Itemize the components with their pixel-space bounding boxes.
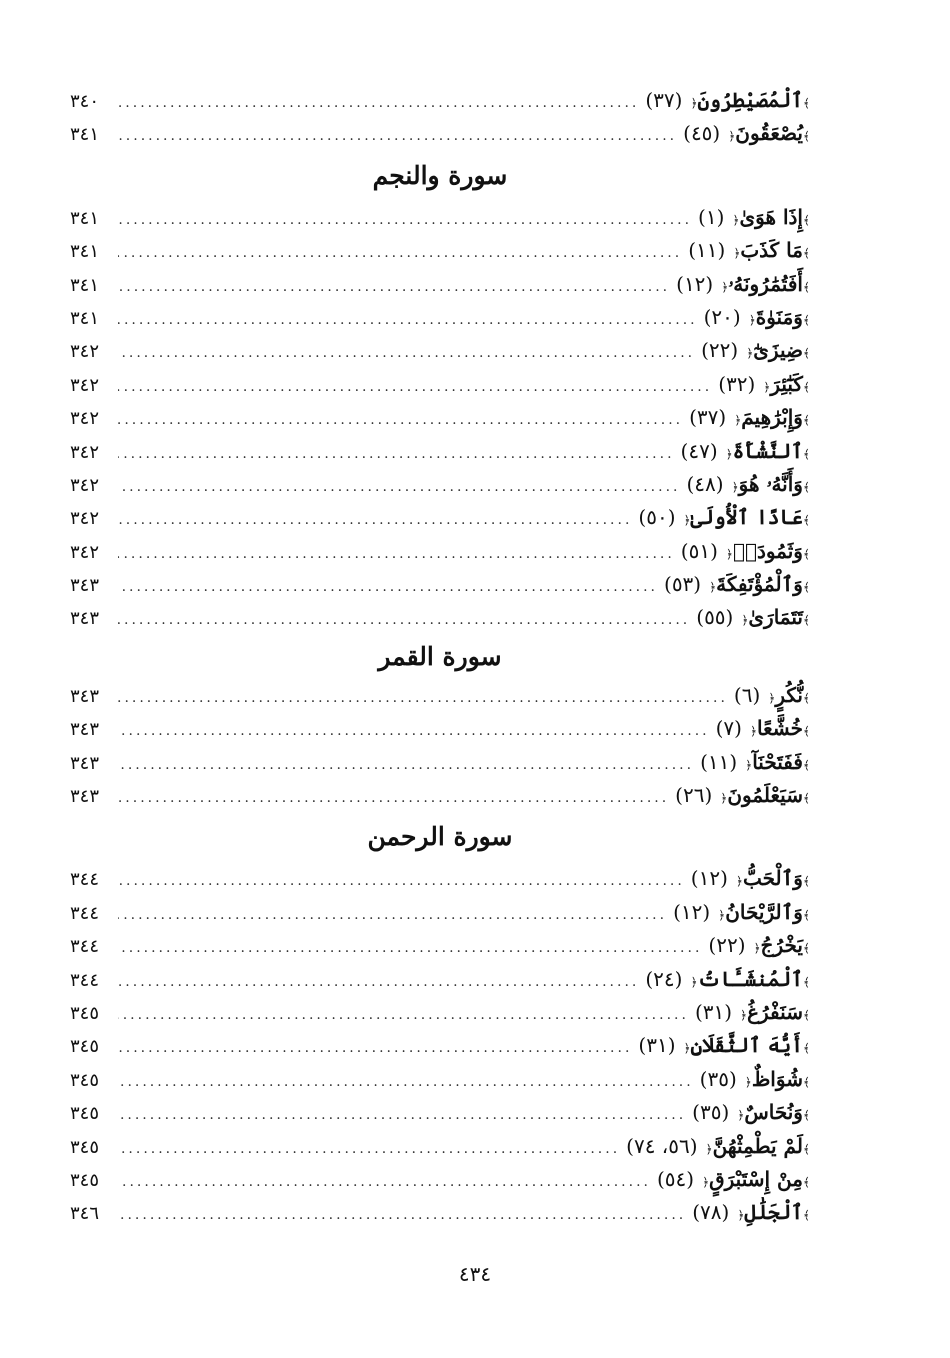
ornate-bracket-close-icon: ﴿	[741, 613, 749, 628]
index-entry	[70, 84, 810, 117]
quran-word: ٱلْجَلَٰلِ	[744, 1200, 803, 1225]
dot-leader	[118, 899, 667, 932]
dot-leader	[118, 237, 682, 270]
ayah-number: (٧)	[715, 716, 742, 741]
ornate-bracket-close-icon: ﴿	[768, 690, 776, 705]
ornate-bracket-open-icon: ﴾	[802, 974, 810, 989]
ornate-bracket-close-icon: ﴿	[733, 246, 741, 261]
ornate-bracket-close-icon: ﴿	[732, 212, 740, 227]
dot-leader	[118, 999, 689, 1032]
index-entry	[70, 996, 810, 1029]
ayah-number: (٣٥)	[692, 1100, 730, 1125]
page-reference: ٣٤٢	[70, 541, 100, 563]
dot-leader	[118, 120, 677, 153]
page-reference: ٣٤٣	[70, 575, 100, 597]
ornate-bracket-open-icon: ﴾	[802, 279, 810, 294]
ornate-bracket-open-icon: ﴾	[802, 312, 810, 327]
page-reference: ٣٤٤	[70, 869, 100, 891]
index-entry	[70, 1163, 810, 1196]
ornate-bracket-open-icon: ﴾	[802, 379, 810, 394]
ayah-number: (١١)	[700, 749, 738, 774]
quran-word: أَيُّهَ ٱلثَّقَلَانِ	[690, 1033, 803, 1058]
ornate-bracket-open-icon: ﴾	[802, 96, 810, 110]
dot-leader	[118, 438, 675, 471]
dot-leader	[118, 865, 685, 898]
ornate-bracket-close-icon: ﴿	[725, 446, 733, 461]
ornate-bracket-close-icon: ﴿	[705, 1141, 713, 1156]
ornate-bracket-open-icon: ﴾	[802, 212, 810, 227]
ornate-bracket-open-icon: ﴾	[802, 129, 810, 144]
ayah-number: (٥٤)	[656, 1166, 695, 1191]
quran-word: تَتَمَارَىٰ	[748, 605, 803, 630]
quran-word: وَمَنَوٰةَ	[755, 304, 803, 329]
ayah-number: (٥٣)	[664, 572, 702, 597]
ornate-bracket-close-icon: ﴿	[718, 907, 726, 922]
ayah-number: (٣١)	[638, 1033, 676, 1058]
ornate-bracket-close-icon: ﴿	[690, 96, 698, 110]
dot-leader	[118, 538, 675, 571]
quran-word: كَبَٰٓئِرَ	[770, 371, 803, 396]
dot-leader	[118, 271, 670, 304]
index-entry	[70, 862, 810, 895]
ornate-bracket-close-icon: ﴿	[731, 479, 739, 494]
index-entry	[70, 334, 810, 367]
dot-leader	[118, 504, 632, 537]
quran-word: وَٱلْحَبُّ	[742, 866, 803, 891]
surah-heading: سورة القمر	[378, 641, 502, 671]
ornate-bracket-open-icon: ﴾	[802, 874, 810, 889]
ornate-bracket-open-icon: ﴾	[802, 513, 810, 528]
page-reference: ٣٤١	[70, 307, 100, 329]
ornate-bracket-close-icon: ﴿	[690, 974, 698, 989]
ornate-bracket-close-icon: ﴿	[740, 1007, 748, 1022]
ayah-number: (٥٠)	[638, 505, 676, 530]
quran-word: سَيَعْلَمُونَ	[727, 783, 803, 808]
ayah-number: (٢٦)	[675, 783, 713, 808]
ayah-number: (٣٥)	[699, 1066, 737, 1091]
index-entry	[70, 401, 810, 434]
page-reference: ٣٤٢	[70, 341, 100, 363]
index-entry	[70, 368, 810, 401]
ayah-number: (٤٥)	[683, 121, 721, 146]
quran-word: إِذَا هَوَىٰ	[739, 204, 803, 229]
quran-word: ضِيزَىٰٓ	[753, 338, 803, 363]
ornate-bracket-open-icon: ﴾	[802, 413, 810, 428]
index-entry	[70, 201, 810, 234]
quran-word: وَثَمُودَا۟	[732, 538, 803, 563]
index-entry	[70, 679, 810, 712]
ornate-bracket-open-icon: ﴾	[802, 1041, 810, 1056]
ayah-number: (٢٢)	[701, 338, 739, 363]
ornate-bracket-close-icon: ﴿	[728, 129, 736, 144]
quran-word: سَنَفْرُغُ	[747, 999, 803, 1024]
index-entry	[70, 929, 810, 962]
index-entry	[70, 779, 810, 812]
quran-word: نُّكُرٍ	[775, 682, 803, 707]
dot-leader	[118, 715, 710, 748]
index-entry	[70, 1096, 810, 1129]
page-reference: ٣٤٣	[70, 752, 100, 774]
ornate-bracket-open-icon: ﴾	[802, 580, 810, 595]
ornate-bracket-close-icon: ﴿	[709, 580, 717, 595]
page-reference: ٣٤٣	[70, 786, 100, 808]
quran-word: يَخْرُجُ	[760, 933, 803, 958]
ornate-bracket-close-icon: ﴿	[721, 279, 729, 294]
page-reference: ٣٤١	[70, 274, 100, 296]
ayah-number: (١٢)	[676, 271, 714, 296]
quran-word: وَنُحَاسٌ	[744, 1100, 803, 1125]
ornate-bracket-open-icon: ﴾	[802, 724, 810, 739]
ayah-number: (٣٧)	[689, 405, 727, 430]
page-reference: ٣٤٠	[70, 91, 100, 112]
ayah-number: (٢٠)	[703, 304, 741, 329]
ayah-number: (٥١)	[680, 538, 718, 563]
index-entry	[70, 601, 810, 634]
index-entry	[70, 712, 810, 745]
quran-word: خُشَّعًا	[757, 716, 803, 741]
page-reference: ٣٤٢	[70, 408, 100, 430]
ornate-bracket-open-icon: ﴾	[802, 546, 810, 561]
dot-leader	[118, 1032, 632, 1065]
page-reference: ٣٤٢	[70, 441, 100, 463]
ornate-bracket-close-icon: ﴿	[734, 413, 742, 428]
index-entry	[70, 746, 810, 779]
ornate-bracket-open-icon: ﴾	[802, 757, 810, 772]
ayah-number: (٥٥)	[696, 605, 734, 630]
ornate-bracket-open-icon: ﴾	[802, 1074, 810, 1089]
quran-word: ٱلْمُصَيْطِرُونَ	[697, 88, 803, 112]
dot-leader	[118, 371, 712, 404]
ornate-bracket-open-icon: ﴾	[802, 941, 810, 956]
ornate-bracket-close-icon: ﴿	[737, 1108, 745, 1123]
ornate-bracket-close-icon: ﴿	[746, 346, 754, 361]
index-entry	[70, 268, 810, 301]
index-entry	[70, 234, 810, 267]
page-reference: ٣٤٥	[70, 1069, 100, 1091]
index-entry	[70, 1130, 810, 1163]
ornate-bracket-open-icon: ﴾	[802, 1141, 810, 1156]
ayah-number: (٧٨)	[692, 1200, 730, 1225]
index-entry	[70, 1196, 810, 1229]
page-reference: ٣٤٣	[70, 685, 100, 707]
page-reference: ٣٤٥	[70, 1036, 100, 1058]
ornate-bracket-close-icon: ﴿	[737, 1208, 745, 1223]
ayah-number: (٤٧)	[680, 438, 718, 463]
quran-word: فَفَتَحْنَآ	[752, 749, 803, 774]
ayah-number: (٣٢)	[718, 371, 756, 396]
page-reference: ٣٤٢	[70, 374, 100, 396]
ayah-number: (١)	[698, 204, 725, 229]
page-reference: ٣٤٣	[70, 719, 100, 741]
page-number: ٤٣٤	[458, 1262, 492, 1286]
quran-word: لَمْ يَطْمِثْهُنَّ	[712, 1133, 803, 1158]
page-reference: ٣٤٥	[70, 1136, 100, 1158]
page-reference: ٣٤٢	[70, 474, 100, 496]
ayah-number: (٤٨)	[686, 471, 724, 496]
index-entry	[70, 468, 810, 501]
quran-word: مَا كَذَبَ	[740, 238, 803, 263]
page-reference: ٣٤٤	[70, 902, 100, 924]
ayah-number: (٦)	[733, 682, 761, 707]
ornate-bracket-close-icon: ﴿	[683, 1041, 691, 1056]
dot-leader	[118, 782, 669, 815]
dot-leader	[118, 571, 658, 604]
index-entry	[70, 896, 810, 929]
ornate-bracket-open-icon: ﴾	[802, 1208, 810, 1223]
ornate-bracket-close-icon: ﴿	[720, 791, 728, 806]
surah-heading: سورة الرحمن	[367, 822, 513, 852]
ornate-bracket-open-icon: ﴾	[802, 1007, 810, 1022]
page-reference: ٣٤١	[70, 241, 100, 263]
page-reference: ٣٤٤	[70, 936, 100, 958]
quran-word: مِنْ إِسْتَبْرَقٍ	[709, 1166, 803, 1191]
ornate-bracket-close-icon: ﴿	[702, 1174, 710, 1189]
index-entry	[70, 568, 810, 601]
page-reference: ٣٤٥	[70, 1169, 100, 1191]
ayah-number: (٥٦، ٧٤)	[626, 1133, 698, 1158]
ayah-number: (١٢)	[690, 866, 728, 891]
dot-leader	[118, 471, 680, 504]
dot-leader	[118, 604, 690, 637]
ayah-number: (٢٢)	[708, 933, 746, 958]
index-entry	[70, 435, 810, 468]
dot-leader	[118, 932, 702, 965]
dot-leader	[118, 749, 694, 782]
dot-leader	[118, 1133, 620, 1166]
ornate-bracket-close-icon: ﴿	[745, 757, 753, 772]
quran-word: وَٱلْمُؤْتَفِكَةَ	[716, 572, 803, 597]
page-reference: ٣٤١	[70, 124, 100, 146]
page-reference: ٣٤٤	[70, 969, 100, 991]
index-entry	[70, 501, 810, 534]
dot-leader	[118, 1166, 651, 1199]
dot-leader	[118, 1099, 686, 1132]
index-entry	[70, 117, 810, 150]
dot-leader	[118, 966, 639, 999]
dot-leader	[118, 204, 692, 237]
ornate-bracket-close-icon: ﴿	[744, 1074, 752, 1089]
ornate-bracket-open-icon: ﴾	[802, 1108, 810, 1123]
dot-leader	[118, 87, 639, 120]
quran-word: وَأَنَّهُۥ هُوَ	[738, 471, 803, 496]
quran-word: وَإِبْرَٰهِيمَ	[741, 405, 803, 430]
ornate-bracket-open-icon: ﴾	[802, 446, 810, 461]
page-reference: ٣٤١	[70, 207, 100, 229]
index-content	[70, 84, 810, 1230]
ornate-bracket-open-icon: ﴾	[802, 246, 810, 261]
dot-leader	[118, 304, 698, 337]
page-reference: ٣٤٥	[70, 1103, 100, 1125]
quran-word: عَادًا ٱلْأُولَىٰ	[690, 505, 803, 530]
ornate-bracket-open-icon: ﴾	[802, 907, 810, 922]
page-reference: ٣٤٣	[70, 608, 100, 630]
ornate-bracket-close-icon: ﴿	[753, 941, 761, 956]
quran-word: ٱلْمُنشَـَٔاتُ	[697, 966, 803, 991]
dot-leader	[118, 404, 683, 437]
index-entry	[70, 535, 810, 568]
surah-heading: سورة والنجم	[372, 160, 508, 190]
quran-word: يُصْعَقُونَ	[735, 121, 803, 146]
ornate-bracket-close-icon: ﴿	[748, 312, 756, 327]
ornate-bracket-close-icon: ﴿	[735, 874, 743, 889]
quran-word: أَفَتُمَٰرُونَهُۥ	[728, 271, 803, 296]
ornate-bracket-open-icon: ﴾	[802, 613, 810, 628]
ornate-bracket-open-icon: ﴾	[802, 791, 810, 806]
ornate-bracket-open-icon: ﴾	[802, 690, 810, 705]
dot-leader	[118, 337, 695, 370]
ayah-number: (٣٧)	[645, 88, 683, 112]
ornate-bracket-close-icon: ﴿	[749, 724, 758, 739]
dot-leader	[118, 1066, 694, 1099]
quran-word: وَٱلرَّيْحَانُ	[725, 899, 803, 924]
index-entry	[70, 963, 810, 996]
ornate-bracket-open-icon: ﴾	[802, 1174, 810, 1189]
ornate-bracket-open-icon: ﴾	[802, 346, 810, 361]
ayah-number: (٢٤)	[645, 966, 683, 991]
index-entry	[70, 1063, 810, 1096]
index-entry	[70, 1029, 810, 1062]
ornate-bracket-close-icon: ﴿	[763, 379, 771, 394]
dot-leader	[118, 1199, 686, 1232]
quran-word: شُوَاظٌ	[751, 1066, 803, 1091]
ayah-number: (٣١)	[694, 999, 733, 1024]
page-reference: ٣٤٢	[70, 508, 100, 530]
ornate-bracket-close-icon: ﴿	[683, 513, 691, 528]
ornate-bracket-close-icon: ﴿	[725, 546, 733, 561]
quran-word: ٱلنَّشْأَةَ	[732, 438, 803, 463]
ayah-number: (١١)	[688, 238, 726, 263]
ornate-bracket-open-icon: ﴾	[802, 479, 810, 494]
dot-leader	[118, 682, 728, 715]
index-entry	[70, 301, 810, 334]
page-reference: ٣٤٦	[70, 1203, 100, 1225]
page-reference: ٣٤٥	[70, 1002, 100, 1024]
ayah-number: (١٢)	[673, 899, 711, 924]
